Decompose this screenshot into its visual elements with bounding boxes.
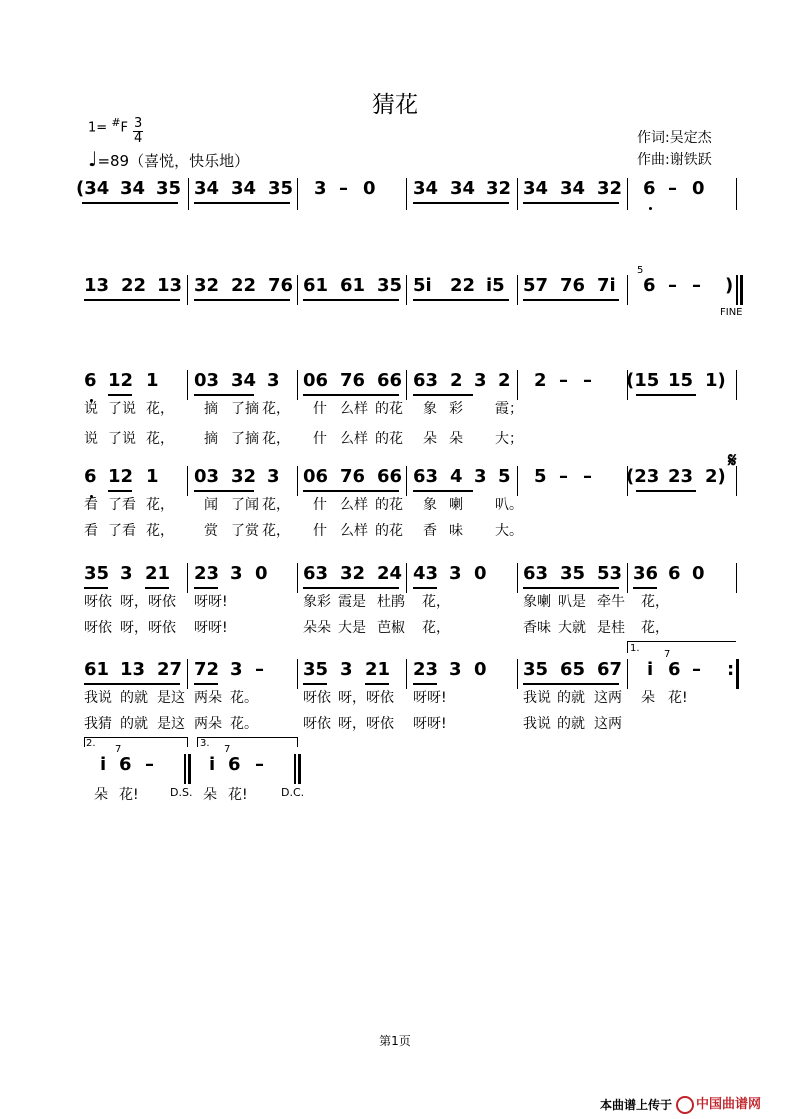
dash: – bbox=[559, 370, 568, 391]
note: 3 bbox=[267, 466, 280, 487]
note: 35 bbox=[303, 659, 329, 680]
dash: – bbox=[145, 754, 154, 775]
note: 06 bbox=[303, 466, 329, 487]
dash: – bbox=[559, 466, 568, 487]
note: 36 bbox=[633, 563, 659, 584]
song-title: 猜花 bbox=[372, 92, 418, 118]
note: 23 bbox=[194, 563, 220, 584]
note: 13 bbox=[120, 659, 146, 680]
rest: 0 bbox=[692, 563, 705, 584]
note: 1 bbox=[146, 466, 159, 487]
note: 61 bbox=[340, 275, 366, 296]
note: 13 bbox=[157, 275, 183, 296]
note: 5i bbox=[413, 275, 432, 296]
note: 32 bbox=[231, 466, 257, 487]
rest: 0 bbox=[692, 178, 705, 199]
note: 03 bbox=[194, 466, 220, 487]
note: 6 bbox=[643, 275, 656, 296]
note: 6 bbox=[228, 754, 241, 775]
page-number: 第1页 bbox=[379, 1034, 411, 1048]
note: (15 bbox=[626, 370, 660, 391]
fine-mark: FINE bbox=[720, 307, 743, 318]
note: 3 bbox=[474, 466, 487, 487]
note: 3 bbox=[340, 659, 353, 680]
grace-note: 7 bbox=[115, 744, 122, 755]
note: 12 bbox=[108, 466, 134, 487]
note: 6 bbox=[643, 178, 656, 199]
note: 76 bbox=[340, 466, 366, 487]
paren: ) bbox=[725, 275, 734, 296]
note: 66 bbox=[377, 466, 403, 487]
note: i bbox=[209, 754, 216, 775]
note: 1) bbox=[705, 370, 726, 391]
note: 6 bbox=[84, 370, 97, 391]
note: 63 bbox=[303, 563, 329, 584]
site-logo-icon bbox=[676, 1096, 694, 1114]
note: 1 bbox=[146, 370, 159, 391]
note: 2 bbox=[534, 370, 547, 391]
note: 61 bbox=[84, 659, 110, 680]
note: 4 bbox=[450, 466, 463, 487]
note: 6 bbox=[84, 466, 97, 487]
note: 15 bbox=[668, 370, 694, 391]
volta-3: 3. bbox=[200, 738, 210, 749]
note: 35 bbox=[156, 178, 182, 199]
note: 63 bbox=[523, 563, 549, 584]
note: 72 bbox=[194, 659, 220, 680]
note: 22 bbox=[450, 275, 476, 296]
note: 35 bbox=[560, 563, 586, 584]
note: 32 bbox=[597, 178, 623, 199]
dash: – bbox=[583, 370, 592, 391]
note: 3 bbox=[267, 370, 280, 391]
note: 3 bbox=[474, 370, 487, 391]
note: 35 bbox=[84, 563, 110, 584]
note: 5 bbox=[498, 466, 511, 487]
note: 27 bbox=[157, 659, 183, 680]
dash: – bbox=[339, 178, 348, 199]
note: 3 bbox=[314, 178, 327, 199]
note: 32 bbox=[194, 275, 220, 296]
rest: 0 bbox=[474, 563, 487, 584]
note: 76 bbox=[268, 275, 294, 296]
note: 35 bbox=[523, 659, 549, 680]
grace-note: 7 bbox=[224, 744, 231, 755]
dash: – bbox=[255, 659, 264, 680]
note: (34 bbox=[76, 178, 110, 199]
upload-note: 本曲谱上传于 bbox=[600, 1098, 673, 1112]
dash: – bbox=[668, 275, 677, 296]
note: 34 bbox=[231, 178, 257, 199]
note: 61 bbox=[303, 275, 329, 296]
repeat-sign: : bbox=[727, 659, 735, 680]
composer: 作曲:谢铁跃 bbox=[637, 152, 712, 168]
note: 6 bbox=[119, 754, 132, 775]
note: 32 bbox=[486, 178, 512, 199]
site-logo: 中国曲谱网 bbox=[676, 1093, 761, 1114]
note: 35 bbox=[268, 178, 294, 199]
grace-note: 5 bbox=[637, 265, 644, 276]
note: 21 bbox=[145, 563, 171, 584]
note: 2 bbox=[498, 370, 511, 391]
dash: – bbox=[692, 275, 701, 296]
dash: – bbox=[583, 466, 592, 487]
note: 6 bbox=[668, 563, 681, 584]
rest: 0 bbox=[255, 563, 268, 584]
note: 5 bbox=[534, 466, 547, 487]
note: 24 bbox=[377, 563, 403, 584]
tempo-marking: ♩=89（喜悦，快乐地） bbox=[88, 147, 250, 171]
note: (23 bbox=[626, 466, 660, 487]
volta-1: 1. bbox=[630, 643, 640, 654]
note: 3 bbox=[230, 659, 243, 680]
note: 67 bbox=[597, 659, 623, 680]
note: 3 bbox=[449, 659, 462, 680]
note: 3 bbox=[449, 563, 462, 584]
note: 63 bbox=[413, 466, 439, 487]
note: 63 bbox=[413, 370, 439, 391]
note: 22 bbox=[121, 275, 147, 296]
note: 34 bbox=[450, 178, 476, 199]
note: 12 bbox=[108, 370, 134, 391]
dal-segno: D.S. bbox=[170, 786, 193, 799]
note: 34 bbox=[194, 178, 220, 199]
note: 7i bbox=[597, 275, 616, 296]
note: 57 bbox=[523, 275, 549, 296]
note: i bbox=[647, 659, 654, 680]
rest: 0 bbox=[363, 178, 376, 199]
note: i5 bbox=[486, 275, 505, 296]
note: 23 bbox=[413, 659, 439, 680]
rest: 0 bbox=[474, 659, 487, 680]
volta-2: 2. bbox=[86, 738, 96, 749]
lyricist: 作词:吴定杰 bbox=[637, 130, 712, 146]
note: 23 bbox=[668, 466, 694, 487]
note: 65 bbox=[560, 659, 586, 680]
note: 34 bbox=[560, 178, 586, 199]
note: 76 bbox=[560, 275, 586, 296]
grace-note: 7 bbox=[664, 649, 671, 660]
note: 06 bbox=[303, 370, 329, 391]
note: 66 bbox=[377, 370, 403, 391]
segno-icon: 𝄋 bbox=[728, 448, 737, 472]
time-signature: 3 4 bbox=[134, 116, 143, 146]
note: 22 bbox=[231, 275, 257, 296]
dash: – bbox=[255, 754, 264, 775]
note: 2 bbox=[450, 370, 463, 391]
note: 76 bbox=[340, 370, 366, 391]
note: 3 bbox=[120, 563, 133, 584]
note: 34 bbox=[523, 178, 549, 199]
note: 2) bbox=[705, 466, 726, 487]
da-capo: D.C. bbox=[281, 786, 305, 799]
note: 34 bbox=[231, 370, 257, 391]
key-signature: 1= #F bbox=[88, 116, 129, 136]
note: 6 bbox=[668, 659, 681, 680]
note: 34 bbox=[120, 178, 146, 199]
note: 43 bbox=[413, 563, 439, 584]
note: 32 bbox=[340, 563, 366, 584]
note: 35 bbox=[377, 275, 403, 296]
note: 3 bbox=[230, 563, 243, 584]
dash: – bbox=[668, 178, 677, 199]
note: 03 bbox=[194, 370, 220, 391]
note: i bbox=[100, 754, 107, 775]
dash: – bbox=[692, 659, 701, 680]
note: 21 bbox=[365, 659, 391, 680]
quarter-note-icon: ♩ bbox=[88, 147, 98, 171]
note: 13 bbox=[84, 275, 110, 296]
note: 53 bbox=[597, 563, 623, 584]
note: 34 bbox=[413, 178, 439, 199]
